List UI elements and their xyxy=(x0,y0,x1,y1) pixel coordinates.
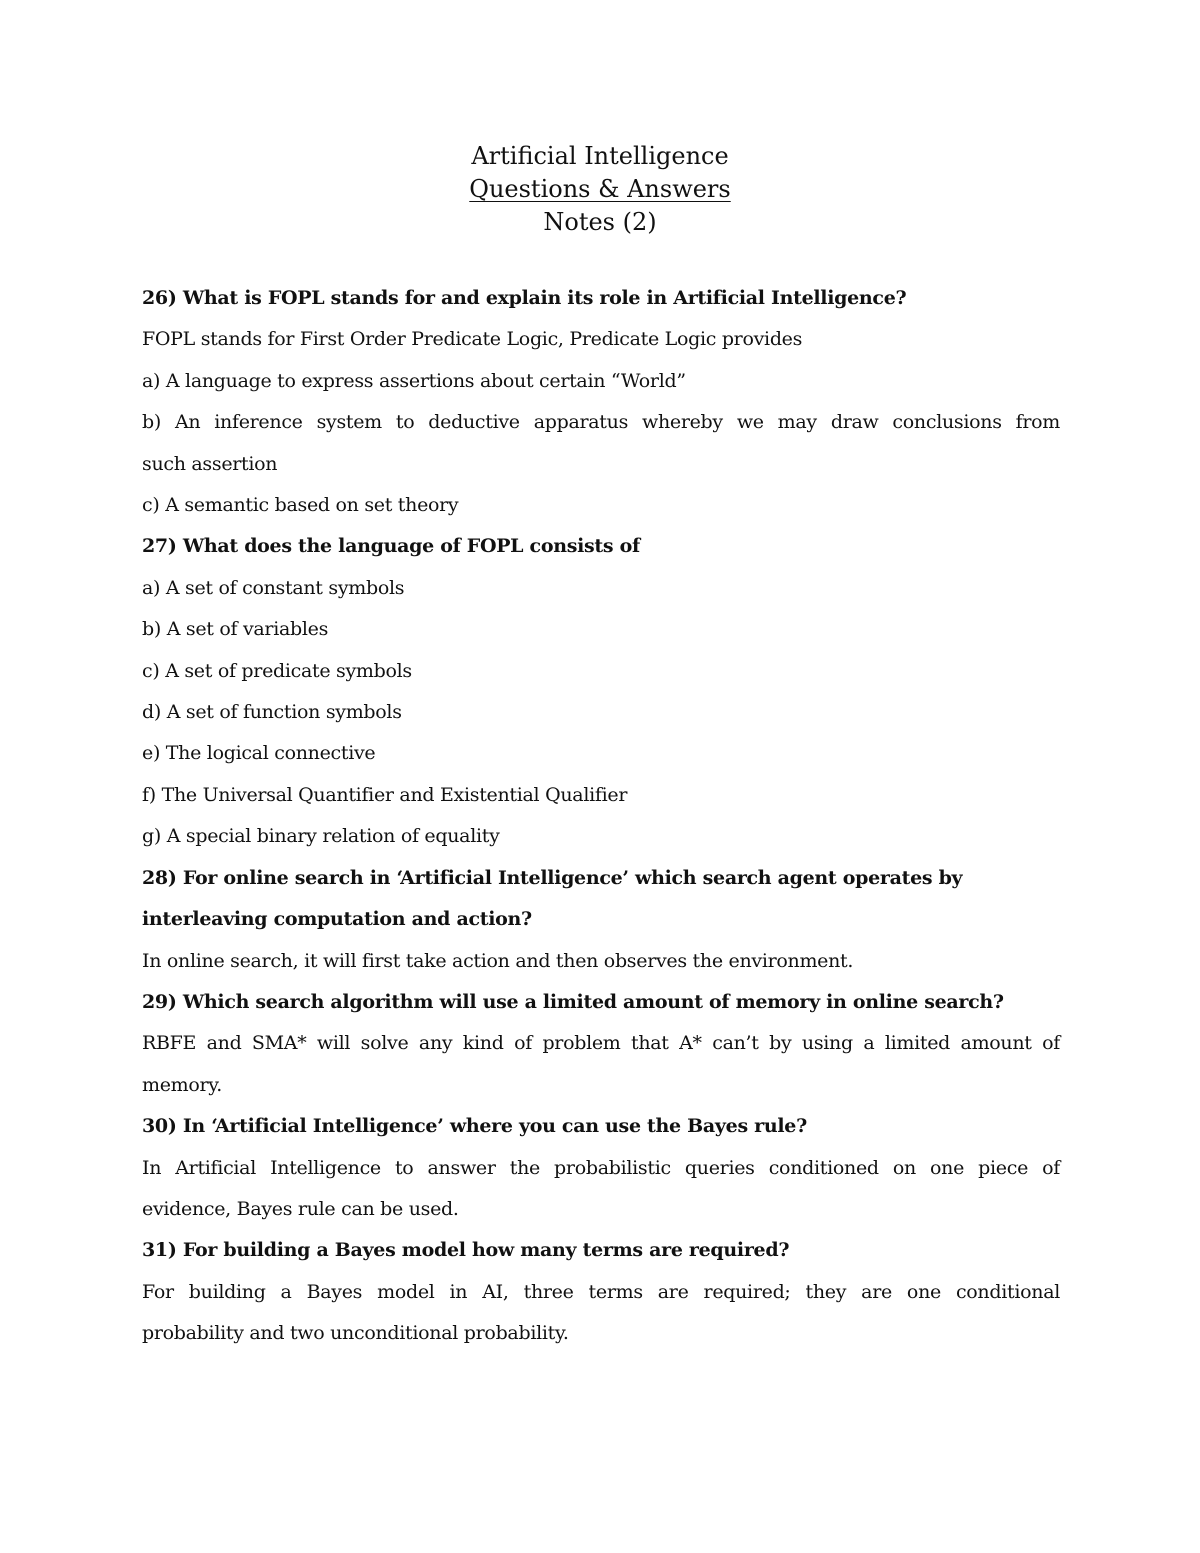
document-notes-label: Notes (2) xyxy=(543,208,657,236)
answer-line: evidence, Bayes rule can be used. xyxy=(142,1197,459,1220)
answer-line: probability and two unconditional probability. xyxy=(142,1322,569,1345)
answer-line: In online search, it will first take action and then observes the environment. xyxy=(142,949,854,972)
question-line: 26) What is FOPL stands for and explain its role in Artificial Intelligence? xyxy=(142,287,907,309)
answer-line: c) A semantic based on set theory xyxy=(142,494,459,517)
answer-line: d) A set of function symbols xyxy=(142,701,402,724)
question-line: 28) For online search in ‘Artificial Intelligence’ which search agent operates by xyxy=(142,866,963,889)
answer-line: g) A special binary relation of equality xyxy=(142,825,500,848)
question-line: interleaving computation and action? xyxy=(142,908,532,931)
answer-line: e) The logical connective xyxy=(142,742,376,765)
answer-line: FOPL stands for First Order Predicate Logic, Predicate Logic provides xyxy=(142,328,803,351)
question-line: 29) Which search algorithm will use a limited amount of memory in online search? xyxy=(142,990,1004,1013)
answer-line: RBFE and SMA* will solve any kind of problem that A* can’t by using a limited amount of xyxy=(142,1032,1060,1055)
document-title: Artificial Intelligence xyxy=(471,142,729,170)
answer-line: b) A set of variables xyxy=(142,618,329,641)
answer-line: For building a Bayes model in AI, three terms are required; they are one conditional xyxy=(142,1280,1060,1303)
document-body xyxy=(142,278,1060,1355)
answer-line: In Artificial Intelligence to answer the probabilistic queries conditioned on one piece of xyxy=(142,1156,1060,1179)
answer-line: memory. xyxy=(142,1073,222,1096)
answer-line: a) A language to express assertions about certain “World” xyxy=(142,369,686,392)
answer-line: f) The Universal Quantifier and Existential Qualifier xyxy=(142,783,628,806)
document-header xyxy=(0,140,1200,239)
answer-line: b) An inference system to deductive apparatus whereby we may draw conclusions from xyxy=(142,411,1060,434)
document-subtitle: Questions & Answers xyxy=(469,175,731,203)
question-line: 27) What does the language of FOPL consists of xyxy=(142,535,640,558)
answer-line: such assertion xyxy=(142,452,278,475)
answer-line: a) A set of constant symbols xyxy=(142,576,405,599)
answer-line: c) A set of predicate symbols xyxy=(142,659,412,682)
question-line: 30) In ‘Artificial Intelligence’ where you can use the Bayes rule? xyxy=(142,1115,807,1138)
question-line: 31) For building a Bayes model how many terms are required? xyxy=(142,1239,790,1262)
